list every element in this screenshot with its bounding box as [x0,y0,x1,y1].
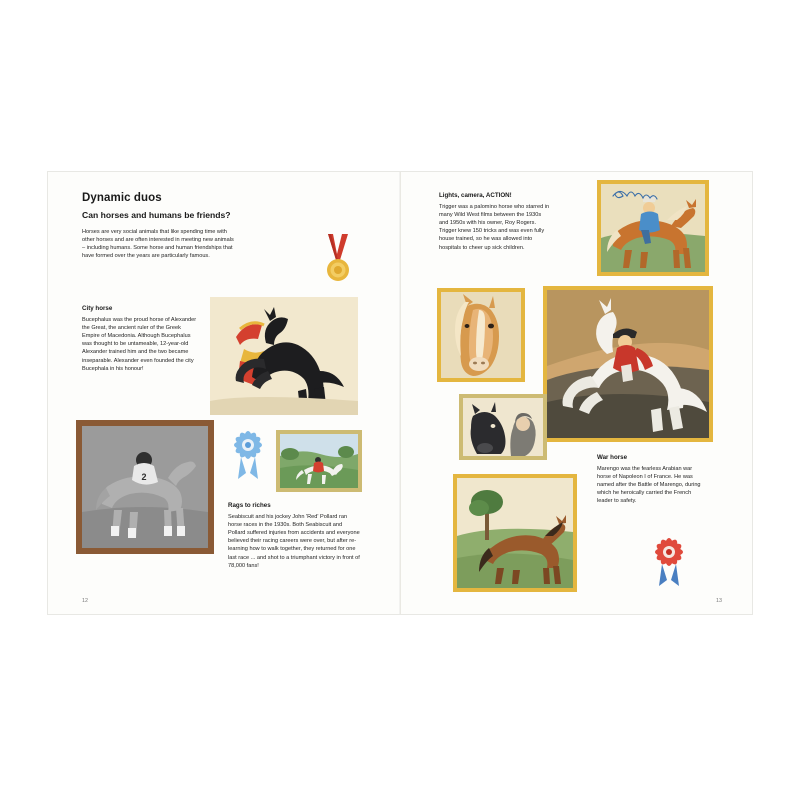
red-rosette-illustration [649,534,689,590]
section-text-city-horse: Bucephalus was the proud horse of Alexander the Great, the ancient ruler of the Greek Empire of Macedonia. Although Bucephalus was thought to be untameable, 12-year-old Alexander trained him and the two became inseparable. Alexander even founded the city Bucephala in his honour! [82,317,197,372]
section-heading-city-horse: City horse [82,305,113,312]
section-heading-war-horse: War horse [597,454,628,461]
palomino-portrait-illustration [437,288,525,382]
dark-horse-portrait-illustration [459,394,547,460]
trigger-illustration [597,180,709,276]
page-left [48,172,400,614]
page-title: Dynamic duos [82,192,162,204]
book-spread [48,172,752,614]
seabiscuit-photo [76,420,214,554]
folio-right: 13 [716,598,722,604]
page-right [400,172,752,614]
bucephalus-illustration [210,297,358,415]
page-subtitle: Can horses and humans be friends? [82,210,231,220]
marengo-napoleon-illustration [543,286,713,442]
section-heading-rags-to-riches: Rags to riches [228,502,271,509]
section-heading-lights-camera: Lights, camera, ACTION! [439,192,512,199]
medal-illustration [316,230,360,288]
section-text-war-horse: Marengo was the fearless Arabian war horse of Napoleon I of France. He was named after the Battle of Marengo, during which he heroically carried the French leader to safety. [597,466,701,505]
brown-horse-pasture-illustration [453,474,577,592]
book-spine [399,172,401,614]
section-text-rags-to-riches: Seabiscuit and his jockey John 'Red' Pollard ran horse races in the 1930s. Both Seabiscuit and Pollard suffered injuries from accidents and everyone believed their racing careers were over, but after re-learning how to walk together, they returned for one last race ... and shot to a triumphant victory in front of 78,000 fans! [228,514,360,569]
pasture-rider-illustration [276,430,362,492]
intro-paragraph: Horses are very social animals that like spending time with other horses and are often interested in meeting new animals – including humans. Some horse and human friendships that have formed over the years are particularly famous. [82,229,234,260]
folio-left: 12 [82,598,88,604]
svg-text:2: 2 [141,472,147,482]
section-text-lights-camera: Trigger was a palomino horse who starred in many Wild West films between the 1930s and 1950s with his owner, Roy Rogers. Trigger knew 150 tricks and was even fully house trained, so he was allowed into hospitals to cheer up sick children. [439,204,550,251]
blue-rosette-illustration [228,427,268,483]
